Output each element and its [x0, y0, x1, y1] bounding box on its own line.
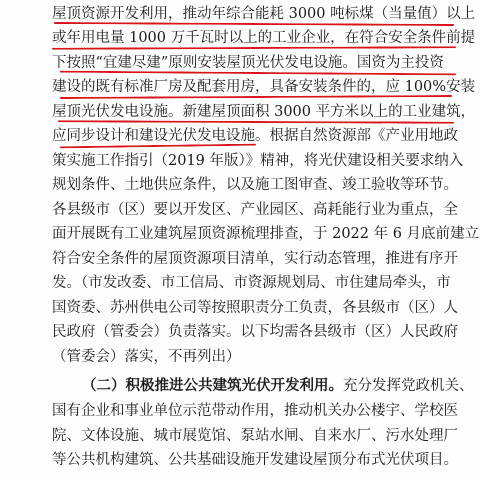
- section-line-1: 国有企业和事业单位示范带动作用，推动机关办公楼宇、学校医: [52, 402, 458, 419]
- section-heading-line: [0, 374, 480, 398]
- body-line-12: 发。（市发改委、市工信局、市资源规划局、市住建局牵头，市: [52, 275, 451, 292]
- body-line-9: 各县级市（区）要以开发区、产业园区、高耗能行业为重点，全: [52, 201, 458, 218]
- section-line-3: 等公共机构建筑、公共基础设施开发建设屋顶分布式光伏项目。: [52, 452, 458, 469]
- body-line-14: 民政府（管委会）负责落实。以下均需各县级市（区）人民政府: [52, 324, 458, 341]
- body-line-15: （管委会）落实，不再列出）: [52, 348, 241, 365]
- section-line-2: 院、文体设施、城市展览馆、泵站水闸、自来水厂、污水处理厂: [52, 427, 458, 444]
- body-line-10: 面开展既有工业建筑屋顶资源梳理排查，于 2022 年 6 月底前建立: [52, 226, 480, 243]
- body-line-1: 屋顶资源开发利用，推动年综合能耗 3000 吨标煤（当量值）以上: [52, 5, 476, 22]
- body-line-13: 国资委、苏州供电公司等按照职责分工负责，各县级市（区）人: [52, 299, 458, 316]
- body-line-2: 或年用电量 1000 万千瓦时以上的工业企业，在符合安全条件前提: [52, 30, 476, 47]
- section-heading-rest: 充分发挥党政机关、: [343, 378, 474, 395]
- section-heading: （二）积极推进公共建筑光伏开发利用。: [82, 377, 343, 395]
- body-line-7: 策实施工作指引（2019 年版）》精神，将光伏建设相关要求纳入: [52, 152, 464, 169]
- body-line-8: 规划条件、土地供应条件，以及施工图审查、竣工验收等环节。: [52, 177, 458, 194]
- body-line-11: 符合安全条件的屋顶资源项目清单，实行动态管理，推进有序开: [52, 250, 458, 267]
- body-line-6: 应同步设计和建设光伏发电设施。根据自然资源部《产业用地政: [52, 128, 458, 145]
- body-line-5: 屋顶光伏发电设施。新建屋顶面积 3000 平方米以上的工业建筑，: [52, 103, 476, 120]
- body-line-3: 下按照“宜建尽建”原则安装屋顶光伏发电设施。国资为主投资: [52, 54, 444, 71]
- body-line-4: 建设的既有标准厂房及配套用房，具备安装条件的，应 100%安装: [52, 79, 476, 96]
